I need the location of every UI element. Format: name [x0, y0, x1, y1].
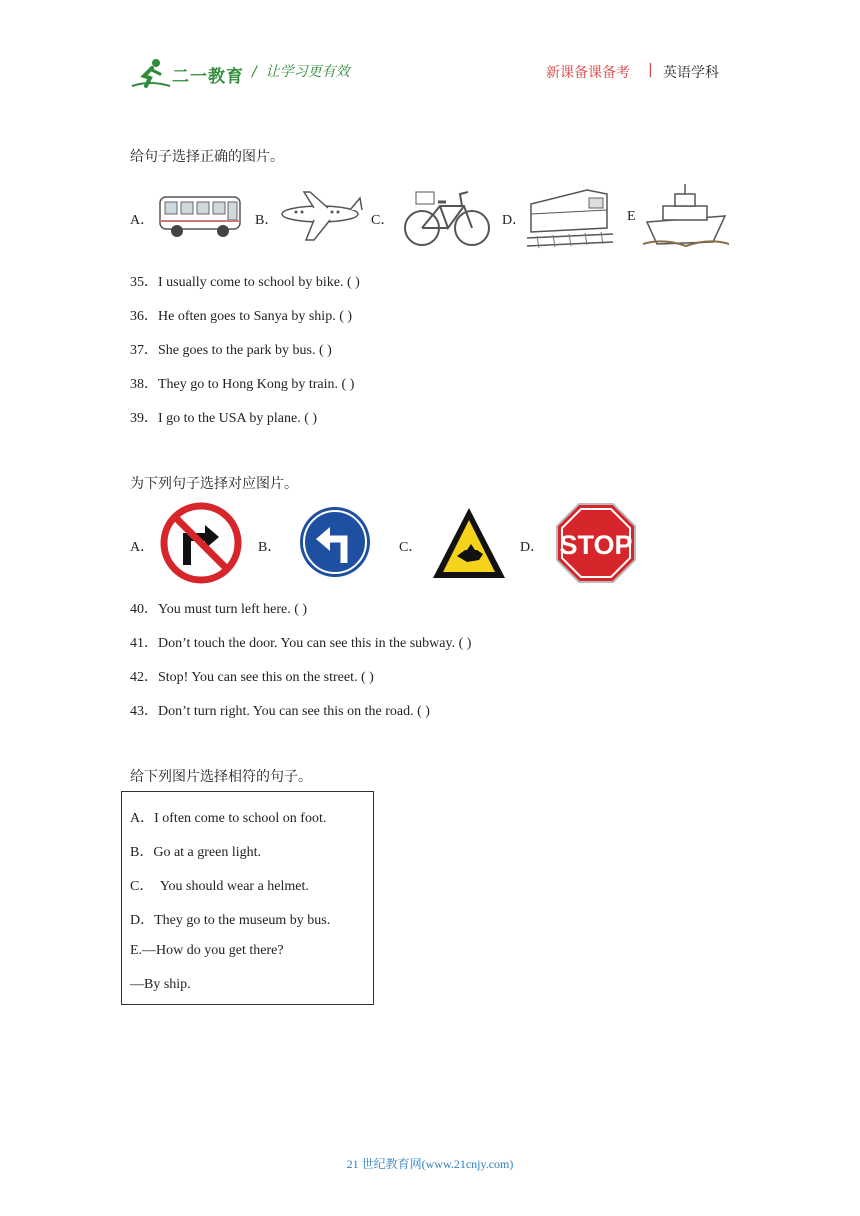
plane-icon	[276, 190, 364, 244]
section2-option-c-letter: C．	[399, 540, 423, 555]
question-40: 40．You must turn left here. ( )	[130, 602, 308, 617]
section2-option-d-letter: D．	[520, 540, 545, 555]
stop-sign-text: STOP	[559, 530, 633, 560]
question-38: 38．They go to Hong Kong by train. ( )	[130, 377, 355, 392]
question-39: 39．I go to the USA by plane. ( )	[130, 411, 318, 426]
header-subject: 英语学科	[663, 65, 719, 81]
question-37: 37．She goes to the park by bus. ( )	[130, 343, 332, 358]
sentence-option-e-answer: —By ship.	[130, 977, 191, 992]
section1-option-e-letter: E	[627, 209, 636, 224]
bus-icon	[157, 191, 243, 241]
question-35: 35．I usually come to school by bike. ( )	[130, 275, 360, 290]
train-icon	[527, 184, 613, 252]
section1-option-d-letter: D．	[502, 213, 527, 228]
section2-instruction: 为下列句子选择对应图片。	[130, 476, 298, 492]
header-slogan	[252, 61, 350, 81]
question-36: 36．He often goes to Sanya by ship. ( )	[130, 309, 353, 324]
do-not-touch-sign-icon	[431, 506, 507, 580]
header-right-label: 新课备课备考	[546, 65, 630, 81]
sentence-option-e: E.—How do you get there?	[130, 943, 284, 958]
section1-instruction: 给句子选择正确的图片。	[130, 149, 284, 165]
sentence-option-c: C． You should wear a helmet.	[130, 879, 309, 894]
ship-icon	[643, 182, 729, 250]
sentence-option-d: D．They go to the museum by bus.	[130, 913, 331, 928]
slogan-text: 让学习更有效	[265, 64, 350, 80]
question-42: 42．Stop! You can see this on the street. ( )	[130, 670, 374, 685]
logo-text: 二一教育	[172, 67, 244, 87]
section1-option-a-letter: A．	[130, 213, 155, 228]
turn-left-sign-icon	[298, 505, 372, 579]
footer-text: 21 世纪教育网(www.21cnjy.com)	[346, 1157, 514, 1171]
question-43: 43．Don’t turn right. You can see this on the road. ( )	[130, 704, 430, 719]
section1-option-b-letter: B．	[255, 213, 279, 228]
section3-instruction: 给下列图片选择相符的句子。	[130, 769, 312, 785]
stop-sign-icon	[555, 502, 637, 584]
no-right-turn-sign-icon	[159, 501, 243, 585]
runner-logo-icon	[130, 58, 172, 90]
header-separator: |	[648, 62, 653, 78]
section1-option-c-letter: C．	[371, 213, 395, 228]
bike-icon	[402, 184, 492, 248]
question-41: 41．Don’t touch the door. You can see this in the subway. ( )	[130, 636, 472, 651]
sentence-option-b: B．Go at a green light.	[130, 845, 262, 860]
section2-option-b-letter: B．	[258, 540, 282, 555]
sentence-option-a: A．I often come to school on foot.	[130, 811, 327, 826]
slogan-slash: /	[252, 64, 257, 80]
section2-option-a-letter: A．	[130, 540, 155, 555]
